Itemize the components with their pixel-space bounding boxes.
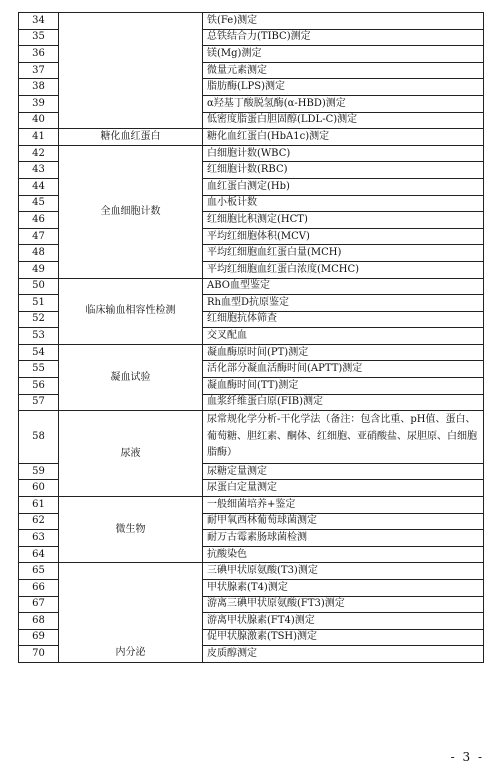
row-number: 52: [19, 311, 59, 328]
table-row: [19, 129, 484, 146]
category-cell: 临床输血相容性检测: [59, 278, 203, 344]
row-number: 54: [19, 344, 59, 361]
item-name: 凝血酶时间(TT)测定: [203, 378, 484, 395]
item-name: 交叉配血: [203, 328, 484, 345]
item-name: 耐甲氧西林葡萄球菌测定: [203, 513, 484, 530]
item-name: 三碘甲状原氨酸(T3)测定: [203, 563, 484, 580]
item-name: 尿糖定量测定: [203, 463, 484, 480]
item-name: 铁(Fe)测定: [203, 13, 484, 30]
test-items-table: [18, 12, 484, 663]
item-name: 平均红细胞体积(MCV): [203, 228, 484, 245]
row-number: 64: [19, 546, 59, 563]
row-number: 53: [19, 328, 59, 345]
row-number: 69: [19, 629, 59, 646]
category-cell: 尿液: [59, 411, 203, 497]
row-number: 44: [19, 178, 59, 195]
item-name: Rh血型D抗原鉴定: [203, 295, 484, 312]
row-number: 48: [19, 245, 59, 262]
item-name: 血浆纤维蛋白原(FIB)测定: [203, 394, 484, 411]
table-row: [19, 563, 484, 580]
item-name: 白细胞计数(WBC): [203, 145, 484, 162]
row-number: 60: [19, 480, 59, 497]
table-row: [19, 278, 484, 295]
row-number: 61: [19, 496, 59, 513]
item-name: 微量元素测定: [203, 62, 484, 79]
table-row: [19, 344, 484, 361]
page-number: - 3 -: [450, 750, 484, 764]
table-row: [19, 13, 484, 30]
item-name: 抗酸染色: [203, 546, 484, 563]
item-name: 红细胞计数(RBC): [203, 162, 484, 179]
row-number: 37: [19, 62, 59, 79]
category-cell: 内分泌: [59, 563, 203, 663]
item-name: 总铁结合力(TIBC)测定: [203, 29, 484, 46]
item-name: 促甲状腺激素(TSH)测定: [203, 629, 484, 646]
row-number: 51: [19, 295, 59, 312]
item-name: 平均红细胞血红蛋白量(MCH): [203, 245, 484, 262]
row-number: 66: [19, 579, 59, 596]
row-number: 47: [19, 228, 59, 245]
row-number: 70: [19, 646, 59, 663]
row-number: 62: [19, 513, 59, 530]
category-cell: 糖化血红蛋白: [59, 129, 203, 146]
row-number: 49: [19, 261, 59, 278]
item-name: 甲状腺素(T4)测定: [203, 579, 484, 596]
category-cell: 微生物: [59, 496, 203, 562]
category-cell-continued: [59, 13, 203, 129]
table-row: [19, 145, 484, 162]
item-name: 血红蛋白测定(Hb): [203, 178, 484, 195]
category-cell: 凝血试验: [59, 344, 203, 410]
item-name: ABO血型鉴定: [203, 278, 484, 295]
item-name: 红细胞比积测定(HCT): [203, 212, 484, 229]
item-name: 活化部分凝血活酶时间(APTT)测定: [203, 361, 484, 378]
row-number: 59: [19, 463, 59, 480]
item-name: 血小板计数: [203, 195, 484, 212]
item-name: 游离三碘甲状原氨酸(FT3)测定: [203, 596, 484, 613]
item-name: 皮质醇测定: [203, 646, 484, 663]
row-number: 41: [19, 129, 59, 146]
row-number: 36: [19, 46, 59, 63]
row-number: 34: [19, 13, 59, 30]
row-number: 39: [19, 95, 59, 112]
item-name: 镁(Mg)测定: [203, 46, 484, 63]
item-name: 尿蛋白定量测定: [203, 480, 484, 497]
row-number: 57: [19, 394, 59, 411]
item-name: 尿常规化学分析-干化学法（备注：包含比重、pH值、蛋白、葡萄糖、胆红素、酮体、红细胞、亚硝酸盐、尿胆原、白细胞脂酶）: [203, 411, 484, 464]
table-row: [19, 411, 484, 464]
item-name: 平均红细胞血红蛋白浓度(MCHC): [203, 261, 484, 278]
item-name: α羟基丁酸脱氢酶(α-HBD)测定: [203, 95, 484, 112]
row-number: 67: [19, 596, 59, 613]
row-number: 38: [19, 79, 59, 96]
category-cell: 全血细胞计数: [59, 145, 203, 278]
row-number: 55: [19, 361, 59, 378]
row-number: 56: [19, 378, 59, 395]
row-number: 40: [19, 112, 59, 129]
row-number: 43: [19, 162, 59, 179]
table-row: [19, 496, 484, 513]
row-number: 58: [19, 411, 59, 464]
item-name: 凝血酶原时间(PT)测定: [203, 344, 484, 361]
item-name: 糖化血红蛋白(HbA1c)测定: [203, 129, 484, 146]
row-number: 35: [19, 29, 59, 46]
row-number: 45: [19, 195, 59, 212]
row-number: 63: [19, 530, 59, 547]
row-number: 42: [19, 145, 59, 162]
item-name: 游离甲状腺素(FT4)测定: [203, 613, 484, 630]
item-name: 脂肪酶(LPS)测定: [203, 79, 484, 96]
item-name: 低密度脂蛋白胆固醇(LDL-C)测定: [203, 112, 484, 129]
item-name: 耐万古霉素肠球菌检测: [203, 530, 484, 547]
item-name: 红细胞抗体筛查: [203, 311, 484, 328]
row-number: 68: [19, 613, 59, 630]
item-name: 一般细菌培养+鉴定: [203, 496, 484, 513]
row-number: 46: [19, 212, 59, 229]
row-number: 50: [19, 278, 59, 295]
row-number: 65: [19, 563, 59, 580]
